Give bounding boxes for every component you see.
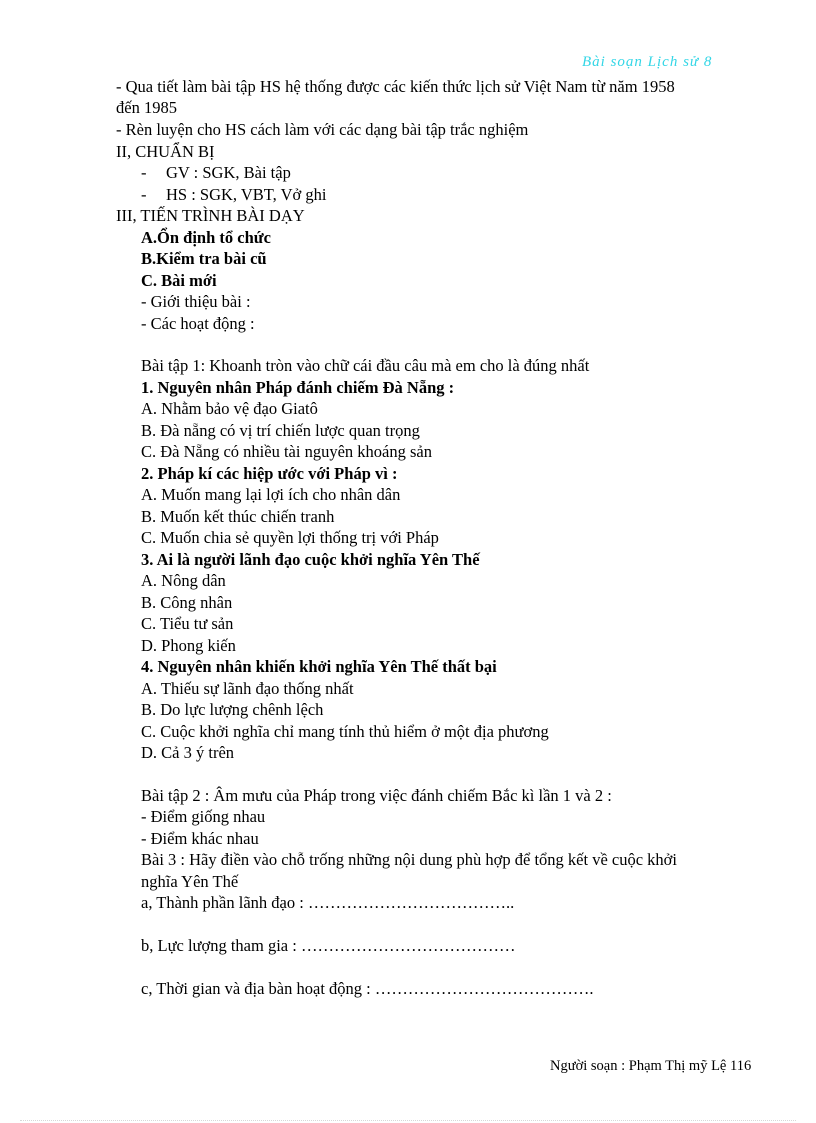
prep-teacher: GV : SGK, Bài tập [166, 163, 291, 182]
objective-line-1: - Qua tiết làm bài tập HS hệ thống được các kiến thức lịch sử Việt Nam từ năm 1958 [116, 77, 675, 96]
objective-line-2: đến 1985 [116, 98, 177, 117]
prep-student: HS : SGK, VBT, Vở ghi [166, 185, 327, 204]
q2-option-c: C. Muốn chia sẻ quyền lợi thống trị với Pháp [141, 528, 439, 547]
q4-option-b: B. Do lực lượng chênh lệch [141, 700, 324, 719]
exercise-3-item-a: a, Thành phần lãnh đạo : ……………………………….. [141, 893, 515, 912]
exercise-2-similarities: - Điểm giống nhau [141, 807, 266, 826]
step-b: B.Kiểm tra bài cũ [141, 249, 267, 268]
footer-author: Người soạn : Phạm Thị mỹ Lệ 116 [550, 1058, 752, 1074]
q3-option-d: D. Phong kiến [141, 636, 236, 655]
q2-option-b: B. Muốn kết thúc chiến tranh [141, 507, 335, 526]
q3-option-c: C. Tiểu tư sản [141, 614, 234, 633]
section-heading-preparation: II, CHUẨN BỊ [116, 142, 215, 161]
section-heading-process: III, TIẾN TRÌNH BÀI DẠY [116, 206, 305, 225]
q3-option-a: A. Nông dân [141, 571, 226, 590]
question-3: 3. Ai là người lãnh đạo cuộc khởi nghĩa Yên Thế [141, 550, 480, 569]
exercise-3-title-line-2: nghĩa Yên Thế [141, 872, 239, 891]
step-c: C. Bài mới [141, 271, 217, 290]
q4-option-a: A. Thiếu sự lãnh đạo thống nhất [141, 679, 354, 698]
q1-option-a: A. Nhằm bảo vệ đạo Giatô [141, 399, 318, 418]
page-bottom-divider [20, 1120, 796, 1121]
q4-option-d: D. Cả 3 ý trên [141, 743, 235, 762]
activities-line: - Các hoạt động : [141, 314, 255, 333]
exercise-2-differences: - Điểm khác nhau [141, 829, 259, 848]
exercise-3-item-c: c, Thời gian và địa bàn hoạt động : …………………………………. [141, 979, 594, 998]
step-a: A.Ổn định tổ chức [141, 228, 272, 247]
q1-option-b: B. Đà nẵng có vị trí chiến lược quan trọng [141, 421, 420, 440]
q3-option-b: B. Công nhân [141, 593, 233, 612]
prep-bullet-dash: - [141, 163, 147, 182]
question-4: 4. Nguyên nhân khiến khởi nghĩa Yên Thế thất bại [141, 657, 497, 676]
q4-option-c: C. Cuộc khởi nghĩa chỉ mang tính thủ hiểm ở một địa phương [141, 722, 549, 741]
header-decoration: Bài soạn Lịch sử 8 [582, 54, 713, 70]
exercise-1-title: Bài tập 1: Khoanh tròn vào chữ cái đầu câu mà em cho là đúng nhất [141, 356, 590, 375]
prep-bullet-dash: - [141, 185, 147, 204]
exercise-3-title-line-1: Bài 3 : Hãy điền vào chỗ trống những nội dung phù hợp để tổng kết về cuộc khởi [141, 850, 677, 869]
objective-line-3: - Rèn luyện cho HS cách làm với các dạng bài tập trắc nghiệm [116, 120, 529, 139]
question-1: 1. Nguyên nhân Pháp đánh chiếm Đà Nẵng : [141, 378, 455, 397]
question-2: 2. Pháp kí các hiệp ước với Pháp vì : [141, 464, 398, 483]
exercise-3-item-b: b, Lực lượng tham gia : ………………………………… [141, 936, 516, 955]
q1-option-c: C. Đà Nẵng có nhiều tài nguyên khoáng sản [141, 442, 432, 461]
q2-option-a: A. Muốn mang lại lợi ích cho nhân dân [141, 485, 401, 504]
exercise-2-title: Bài tập 2 : Âm mưu của Pháp trong việc đánh chiếm Bắc kì lần 1 và 2 : [141, 786, 612, 805]
intro-line: - Giới thiệu bài : [141, 292, 251, 311]
